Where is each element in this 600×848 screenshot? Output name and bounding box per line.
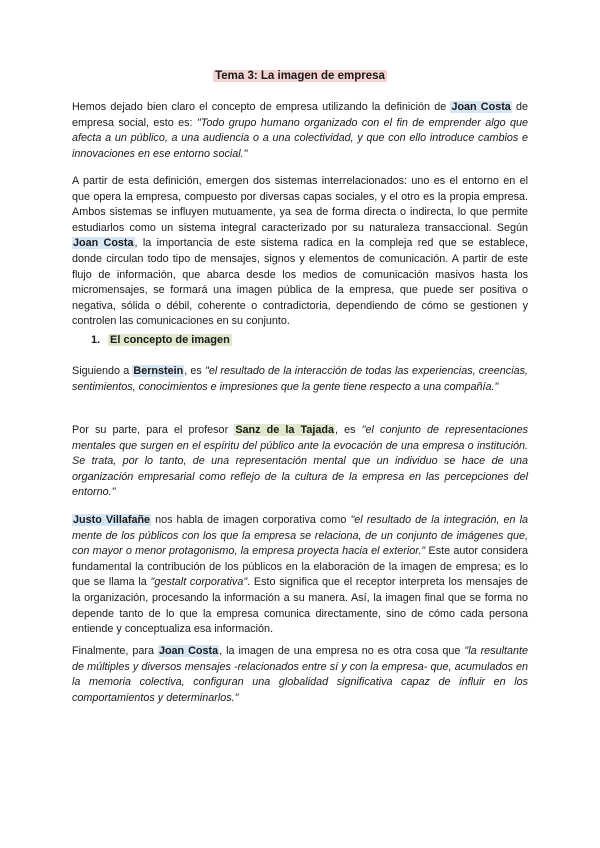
quote-costa-empresa: "Todo grupo humano organizado con el fin de emprender algo que afecta a un público, a una audiencia o a una colectividad, y que con ello introduce cambios e innovaciones en ese entorno social." (72, 116, 528, 160)
section-number: 1. (91, 334, 101, 346)
author-justo-villafane: Justo Villafañe (73, 514, 151, 526)
quote-costa-imagen: "la resultante de múltiples y diversos mensajes -relacionados entre sí y con la empresa- que, acumulados en la memoria colectiva, configuran una globalidad significativa capaz de influir en los comportamientos y determinarlos." (72, 645, 529, 704)
author-bernstein: Bernstein (133, 365, 184, 377)
quote-bernstein: "el resultado de la interacción de todas las experiencias, creencias, sentimientos, conocimientos e impresiones que la gente tiene respecto a una compañía." (72, 365, 528, 393)
paragraph-sanz: Por su parte, para el profesor Sanz de la Tajada, es "el conjunto de representaciones mentales que surgen en el espíritu del público ante la evocación de una empresa o institución. Se trata, por lo tanto, de una representación mental que un individuo se hace de una organización empresarial como reflejo de la cultura de la empresa en las percepciones del entorno." (72, 424, 528, 499)
quote-sanz: "el conjunto de representaciones mentales que surgen en el espíritu del público ante la evocación de una empresa o institución. Se trata, por lo tanto, de una representación mental que un individuo se hace de una organización empresarial como reflejo de la cultura de la empresa en las percepciones del entorno." (72, 424, 528, 499)
document-title (0, 70, 600, 82)
author-joan-costa: Joan Costa (451, 101, 511, 113)
author-joan-costa: Joan Costa (73, 237, 134, 250)
paragraph-costa-final: Finalmente, para Joan Costa, la imagen de una empresa no es otra cosa que "la resultante de múltiples y diversos mensajes -relacionados entre sí y con la empresa- que, acumulados en la memoria colectiva, configuran una globalidad significativa capaz de influir en los comportamientos y determinarlos." (72, 645, 529, 704)
paragraph-systems: A partir de esta definición, emergen dos sistemas interrelacionados: uno es el entorno en el que opera la empresa, compuesto por diversas capas sociales, y el otro es la propia empresa. Ambos sistemas se influyen mutuamente, ya sea de forma directa o indirecta, lo que permite estudiarlos como un sistema integral caracterizado por su naturaleza transaccional. Según Joan Costa, la importancia de este sistema radica en la compleja red que se establece, donde circulan todo tipo de mensajes, signos y elementos de comunicación. A partir de este flujo de información, que abarca desde los medios de comunicación masivos hasta los micromensajes, se formará una imagen pública de la empresa, que puede ser positiva o negativa, sólida o débil, coherente o contradictoria, dependiendo de cómo se gestionen y controlen las comunicaciones en su conjunto. (72, 175, 529, 328)
section-title: El concepto de imagen (110, 334, 230, 346)
quote-villafane: "el resultado de la integración, en la mente de los públicos con los que la empresa se relaciona, de un conjunto de imágenes que, con mayor o menor protagonismo, la empresa proyecta hacia el exterior." (72, 514, 529, 558)
term-gestalt: "gestalt corporativa" (150, 576, 248, 589)
paragraph-bernstein: Siguiendo a Bernstein, es "el resultado de la interacción de todas las experiencias, creencias, sentimientos, conocimientos e impresiones que la gente tiene respecto a una compañía." (72, 365, 528, 393)
paragraph-intro: Hemos dejado bien claro el concepto de empresa utilizando la definición de Joan Costa de empresa social, esto es: "Todo grupo humano organizado con el fin de emprender algo que afecta a un público, a una audiencia o a una colectividad, y que con ello introduce cambios e innovaciones en ese entorno social." (72, 101, 528, 160)
document-title-text: Tema 3: La imagen de empresa (215, 70, 385, 82)
section-heading (91, 334, 232, 346)
paragraph-villafane: Justo Villafañe nos habla de imagen corporativa como "el resultado de la integración, en la mente de los públicos con los que la empresa se relaciona, de un conjunto de imágenes que, con mayor o menor protagonismo, la empresa proyecta hacia el exterior." Este autor considera fundamental la contribución de los públicos en la elaboración de la imagen de empresa; es lo que se llama la "gestalt corporativa". Esto significa que el receptor interpreta los mensajes de la organización, procesando la información a su manera. Así, la imagen final que se forma no depende tanto de lo que la empresa comunica directamente, sino de cómo cada persona entiende y conceptualiza esa información. (72, 514, 529, 636)
author-joan-costa: Joan Costa (158, 645, 219, 657)
author-sanz-de-la-tajada: Sanz de la Tajada (235, 424, 334, 436)
